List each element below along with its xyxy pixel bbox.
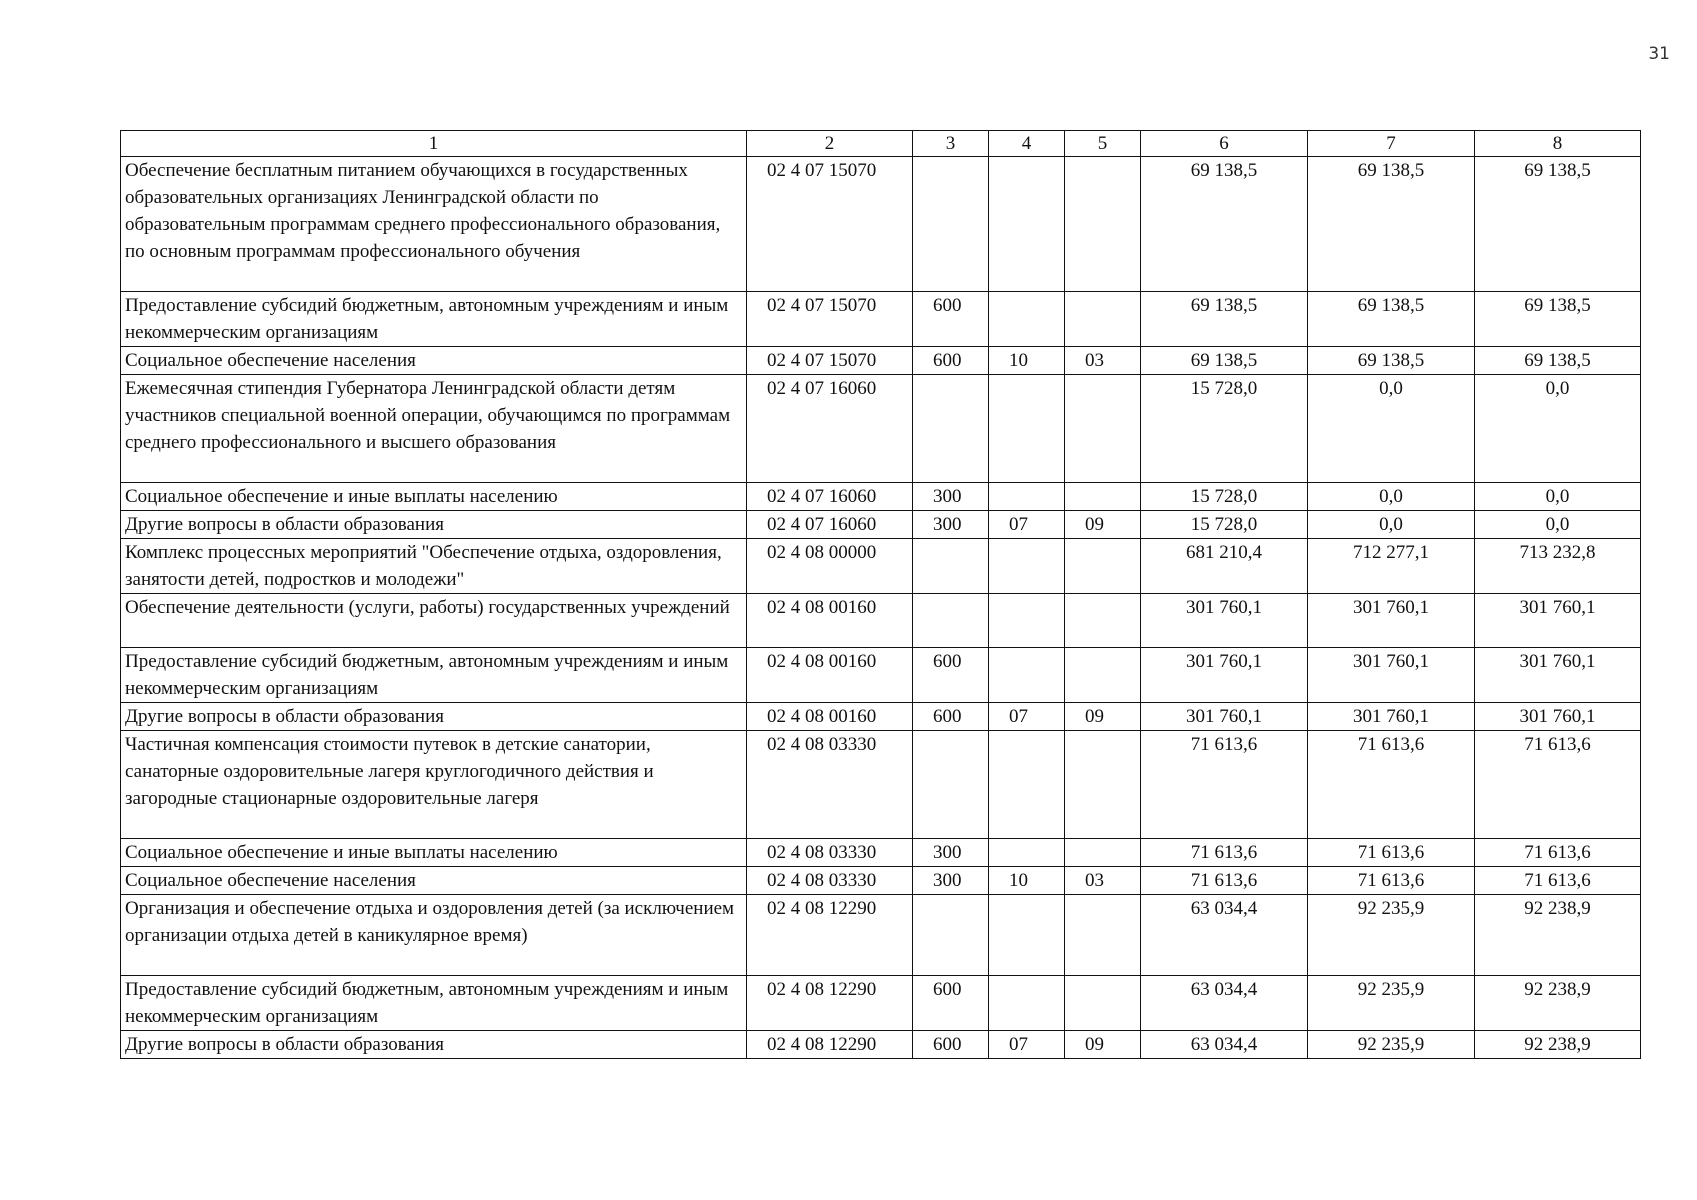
row-col3: 600 [913, 347, 989, 375]
row-code: 02 4 08 12290 [747, 976, 913, 1031]
row-col3: 600 [913, 1031, 989, 1059]
row-col5: 09 [1065, 511, 1141, 539]
row-value-8: 71 613,6 [1475, 839, 1641, 867]
row-value-7: 71 613,6 [1308, 731, 1475, 839]
row-value-8: 92 238,9 [1475, 976, 1641, 1031]
row-value-6: 301 760,1 [1141, 648, 1308, 703]
row-value-7: 69 138,5 [1308, 292, 1475, 347]
row-col5: 03 [1065, 867, 1141, 895]
table-row [121, 1031, 1641, 1059]
row-col3: 300 [913, 867, 989, 895]
row-code: 02 4 07 15070 [747, 347, 913, 375]
table-row [121, 895, 1641, 976]
row-code: 02 4 07 16060 [747, 483, 913, 511]
row-col4 [989, 539, 1065, 594]
row-name: Предоставление субсидий бюджетным, автономным учреждениям и иным некоммерческим организациям [121, 292, 747, 347]
row-col4 [989, 483, 1065, 511]
row-col3 [913, 157, 989, 292]
row-col3 [913, 731, 989, 839]
row-value-6: 63 034,4 [1141, 1031, 1308, 1059]
table-row [121, 483, 1641, 511]
row-value-8: 71 613,6 [1475, 731, 1641, 839]
column-header: 6 [1141, 131, 1308, 157]
row-col4 [989, 648, 1065, 703]
row-col3: 600 [913, 292, 989, 347]
row-col3 [913, 895, 989, 976]
row-col5 [1065, 976, 1141, 1031]
row-col4 [989, 375, 1065, 483]
row-name: Частичная компенсация стоимости путевок в детские санатории, санаторные оздоровительные лагеря круглогодичного действия и загородные стационарные оздоровительные лагеря [121, 731, 747, 839]
row-col4: 10 [989, 867, 1065, 895]
row-col3 [913, 594, 989, 648]
row-col4 [989, 839, 1065, 867]
row-col5 [1065, 648, 1141, 703]
table-header-row [121, 131, 1641, 157]
row-col5: 09 [1065, 703, 1141, 731]
row-value-6: 681 210,4 [1141, 539, 1308, 594]
row-col3 [913, 539, 989, 594]
row-col3: 600 [913, 648, 989, 703]
row-col4 [989, 157, 1065, 292]
table-row [121, 375, 1641, 483]
table-row [121, 594, 1641, 648]
row-value-7: 301 760,1 [1308, 594, 1475, 648]
row-value-7: 92 235,9 [1308, 1031, 1475, 1059]
row-col3: 300 [913, 511, 989, 539]
row-col5 [1065, 483, 1141, 511]
row-name: Другие вопросы в области образования [121, 1031, 747, 1059]
row-code: 02 4 08 03330 [747, 731, 913, 839]
row-name: Другие вопросы в области образования [121, 511, 747, 539]
row-value-7: 712 277,1 [1308, 539, 1475, 594]
row-col3: 600 [913, 976, 989, 1031]
table-row [121, 648, 1641, 703]
row-code: 02 4 08 03330 [747, 839, 913, 867]
row-code: 02 4 08 03330 [747, 867, 913, 895]
row-value-6: 71 613,6 [1141, 839, 1308, 867]
row-value-6: 63 034,4 [1141, 976, 1308, 1031]
row-col5 [1065, 157, 1141, 292]
row-name: Другие вопросы в области образования [121, 703, 747, 731]
row-col4: 07 [989, 703, 1065, 731]
row-name: Социальное обеспечение и иные выплаты населению [121, 483, 747, 511]
row-value-6: 71 613,6 [1141, 867, 1308, 895]
table-row [121, 292, 1641, 347]
column-header: 5 [1065, 131, 1141, 157]
row-code: 02 4 07 15070 [747, 157, 913, 292]
row-value-7: 92 235,9 [1308, 976, 1475, 1031]
table-row [121, 731, 1641, 839]
page-number: 31 [1648, 44, 1670, 64]
row-col3: 300 [913, 839, 989, 867]
row-value-8: 301 760,1 [1475, 594, 1641, 648]
row-value-7: 92 235,9 [1308, 895, 1475, 976]
row-name: Обеспечение бесплатным питанием обучающихся в государственных образовательных организациях Ленинградской области по образовательным программам среднего профессионального образования, по основным программам профессионального обучения [121, 157, 747, 292]
row-name: Ежемесячная стипендия Губернатора Ленинградской области детям участников специальной военной операции, обучающимся по программам среднего профессионального и высшего образования [121, 375, 747, 483]
row-value-8: 0,0 [1475, 375, 1641, 483]
row-value-8: 301 760,1 [1475, 703, 1641, 731]
row-name: Комплекс процессных мероприятий "Обеспечение отдыха, оздоровления, занятости детей, подростков и молодежи" [121, 539, 747, 594]
row-value-8: 71 613,6 [1475, 867, 1641, 895]
row-code: 02 4 08 00160 [747, 594, 913, 648]
row-col4 [989, 731, 1065, 839]
column-header: 1 [121, 131, 747, 157]
row-code: 02 4 08 12290 [747, 895, 913, 976]
row-value-8: 92 238,9 [1475, 1031, 1641, 1059]
row-col4 [989, 895, 1065, 976]
row-value-7: 71 613,6 [1308, 867, 1475, 895]
row-code: 02 4 07 16060 [747, 511, 913, 539]
column-header: 8 [1475, 131, 1641, 157]
row-value-6: 69 138,5 [1141, 292, 1308, 347]
row-value-6: 301 760,1 [1141, 703, 1308, 731]
table-row [121, 703, 1641, 731]
column-header: 7 [1308, 131, 1475, 157]
row-name: Социальное обеспечение и иные выплаты населению [121, 839, 747, 867]
row-code: 02 4 08 00160 [747, 703, 913, 731]
row-value-6: 301 760,1 [1141, 594, 1308, 648]
row-col4: 07 [989, 511, 1065, 539]
row-col4 [989, 292, 1065, 347]
table-row [121, 839, 1641, 867]
row-col5 [1065, 839, 1141, 867]
budget-table [120, 130, 1641, 1059]
row-value-6: 69 138,5 [1141, 347, 1308, 375]
row-col4 [989, 594, 1065, 648]
column-header: 3 [913, 131, 989, 157]
row-value-7: 301 760,1 [1308, 648, 1475, 703]
row-col5: 09 [1065, 1031, 1141, 1059]
table-row [121, 157, 1641, 292]
row-value-7: 301 760,1 [1308, 703, 1475, 731]
table-row [121, 867, 1641, 895]
row-value-7: 69 138,5 [1308, 157, 1475, 292]
row-value-8: 92 238,9 [1475, 895, 1641, 976]
row-value-6: 71 613,6 [1141, 731, 1308, 839]
row-code: 02 4 07 15070 [747, 292, 913, 347]
row-col5 [1065, 594, 1141, 648]
row-value-8: 69 138,5 [1475, 157, 1641, 292]
row-value-6: 15 728,0 [1141, 483, 1308, 511]
row-value-7: 0,0 [1308, 511, 1475, 539]
row-value-8: 713 232,8 [1475, 539, 1641, 594]
row-value-8: 0,0 [1475, 483, 1641, 511]
row-value-6: 15 728,0 [1141, 375, 1308, 483]
row-value-6: 63 034,4 [1141, 895, 1308, 976]
table-row [121, 976, 1641, 1031]
row-code: 02 4 08 12290 [747, 1031, 913, 1059]
row-col5 [1065, 375, 1141, 483]
row-value-7: 0,0 [1308, 483, 1475, 511]
column-header: 2 [747, 131, 913, 157]
row-col5 [1065, 292, 1141, 347]
row-value-6: 69 138,5 [1141, 157, 1308, 292]
table-row [121, 511, 1641, 539]
row-code: 02 4 08 00000 [747, 539, 913, 594]
row-name: Социальное обеспечение населения [121, 347, 747, 375]
row-value-8: 69 138,5 [1475, 292, 1641, 347]
table-row [121, 347, 1641, 375]
row-code: 02 4 08 00160 [747, 648, 913, 703]
row-name: Организация и обеспечение отдыха и оздоровления детей (за исключением организации отдыха детей в каникулярное время) [121, 895, 747, 976]
row-col4 [989, 976, 1065, 1031]
row-col3 [913, 375, 989, 483]
row-value-6: 15 728,0 [1141, 511, 1308, 539]
row-name: Предоставление субсидий бюджетным, автономным учреждениям и иным некоммерческим организациям [121, 976, 747, 1031]
row-col5 [1065, 895, 1141, 976]
row-col4: 07 [989, 1031, 1065, 1059]
row-value-7: 69 138,5 [1308, 347, 1475, 375]
row-name: Предоставление субсидий бюджетным, автономным учреждениям и иным некоммерческим организациям [121, 648, 747, 703]
table-row [121, 539, 1641, 594]
row-name: Социальное обеспечение населения [121, 867, 747, 895]
row-value-7: 0,0 [1308, 375, 1475, 483]
row-code: 02 4 07 16060 [747, 375, 913, 483]
row-name: Обеспечение деятельности (услуги, работы) государственных учреждений [121, 594, 747, 648]
row-value-8: 301 760,1 [1475, 648, 1641, 703]
row-col3: 600 [913, 703, 989, 731]
row-col4: 10 [989, 347, 1065, 375]
row-value-7: 71 613,6 [1308, 839, 1475, 867]
column-header: 4 [989, 131, 1065, 157]
row-value-8: 0,0 [1475, 511, 1641, 539]
row-col5 [1065, 731, 1141, 839]
row-col5 [1065, 539, 1141, 594]
row-col5: 03 [1065, 347, 1141, 375]
row-col3: 300 [913, 483, 989, 511]
row-value-8: 69 138,5 [1475, 347, 1641, 375]
